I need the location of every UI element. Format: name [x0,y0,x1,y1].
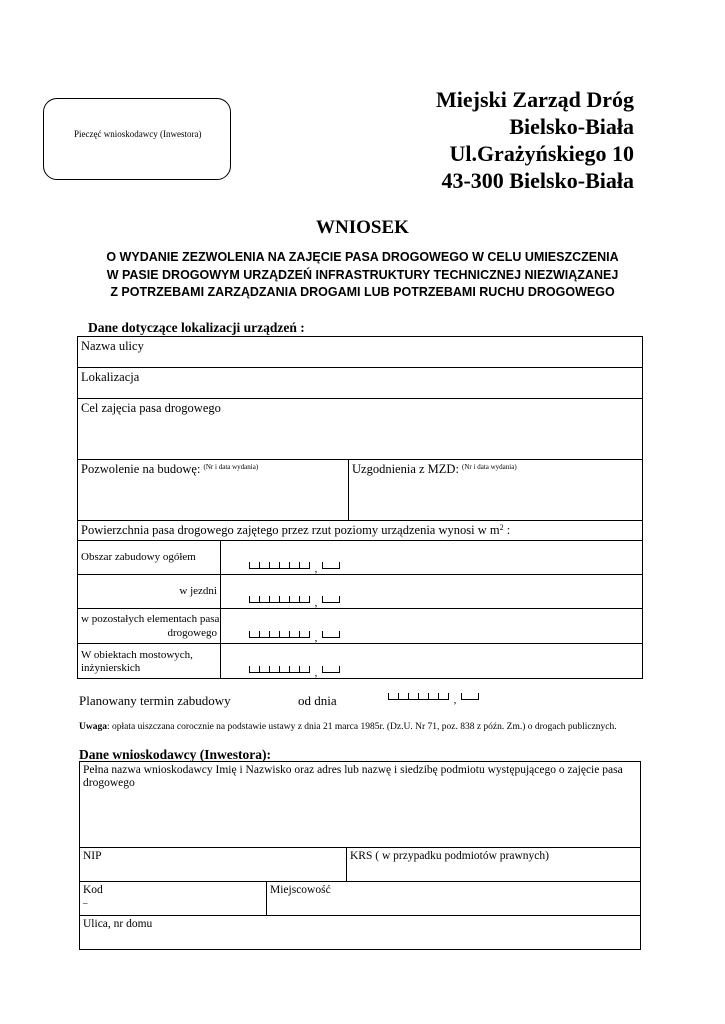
postcode-label: Kod [83,884,103,896]
applicant-fullname-field[interactable] [79,761,641,848]
address-line-3: Ul.Grażyńskiego 10 [449,141,634,166]
location-section-heading: Dane dotyczące lokalizacji urządzeń : [88,320,305,335]
area-bridges-comma: , [314,667,318,679]
area-roadway-digit-boxes[interactable] [249,595,340,609]
area-heading-text: Powierzchnia pasa drogowego zajętego przez rzut poziomy urządzenia wynosi w m [81,523,500,537]
area-row-other-value[interactable] [220,608,643,644]
mzd-agreements-text: Uzgodnienia z MZD: [352,462,459,476]
subtitle-line-3: Z POTRZEBAMI ZARZĄDZANIA DROGAMI LUB POTRZEBAMI RUCHU DROGOWEGO [110,285,615,299]
building-permit-text: Pozwolenie na budowę: [81,462,201,476]
area-row-bridges-label-cell [77,643,221,679]
planned-date-comma: , [453,694,457,706]
area-heading-row [77,520,643,541]
street-name-field[interactable] [77,336,643,368]
area-row-roadway-value[interactable] [220,574,643,609]
krs-label: KRS ( w przypadku podmiotów prawnych) [350,850,549,862]
area-roadway-comma: , [314,597,318,609]
occupancy-purpose-label: Cel zajęcia pasa drogowego [81,401,221,415]
planned-date-from-label: od dnia [298,693,337,708]
krs-field[interactable] [346,847,641,882]
postcode-dash: – [83,898,88,908]
area-row-bridges-label-1: W obiektach mostowych, [81,649,193,661]
planned-date-digit-boxes[interactable] [388,692,479,706]
address-line-1: Miejski Zarząd Dróg [436,87,634,112]
area-row-other-label-cell [77,608,221,644]
area-row-bridges-label-2: inżynierskich [81,662,141,674]
fee-note-text: : opłata uiszczana corocznie na podstawie ustawy z dnia 21 marca 1985r. (Dz.U. Nr 71, poz. 838 z późn. Zm.) o drogach publicznych. [106,722,617,732]
document-subtitle [0,249,725,302]
fee-note-bold: Uwaga [79,722,107,732]
area-heading-label [81,523,510,537]
nip-field[interactable] [79,847,347,882]
area-row-total-label: Obszar zabudowy ogółem [81,551,196,563]
street-address-label: Ulica, nr domu [83,918,153,930]
document-title: WNIOSEK [316,217,409,238]
street-address-field[interactable] [79,915,641,950]
applicant-section-heading: Dane wnioskodawcy (Inwestora): [79,747,271,762]
city-label: Miejscowość [270,884,331,896]
area-total-comma: , [314,563,318,575]
recipient-address [436,86,634,194]
subtitle-line-1: O WYDANIE ZEZWOLENIA NA ZAJĘCIE PASA DROGOWEGO W CELU UMIESZCZENIA [106,250,619,264]
area-bridges-digit-boxes[interactable] [249,665,340,679]
area-unit-superscript: 2 [499,523,504,532]
city-field[interactable] [266,881,641,916]
nip-label: NIP [83,850,102,862]
localization-label: Lokalizacja [81,370,140,384]
area-row-bridges-value[interactable] [220,643,643,679]
applicant-fullname-label: Pełna nazwa wnioskodawcy Imię i Nazwisko oraz adres lub nazwę i siedzibę podmiotu występującego o zajęcie pasa drogowego [83,764,623,789]
postcode-field[interactable] [79,881,267,916]
area-other-comma: , [314,632,318,644]
building-permit-field[interactable] [77,459,349,521]
area-row-total-value[interactable] [220,540,643,575]
mzd-agreements-label [352,462,517,476]
stamp-label: Pieczęć wnioskodawcy (Inwestora) [74,129,202,139]
area-row-roadway-label: w jezdni [179,585,217,597]
occupancy-purpose-field[interactable] [77,398,643,460]
mzd-agreements-field[interactable] [348,459,643,521]
subtitle-line-2: W PASIE DROGOWYM URZĄDZEŃ INFRASTRUKTURY TECHNICZNEJ NIEZWIĄZANEJ [106,267,619,282]
area-row-other-label-2: drogowego [167,627,217,639]
address-line-2: Bielsko-Biała [509,114,634,139]
localization-field[interactable] [77,367,643,399]
area-heading-end: : [503,523,511,537]
building-permit-note: (Nr i data wydania) [203,463,259,471]
address-line-4: 43-300 Bielsko-Biała [441,168,634,193]
applicant-stamp-box [43,98,231,180]
street-name-label: Nazwa ulicy [81,339,144,353]
fee-note [79,722,617,732]
building-permit-label [81,462,258,476]
area-row-roadway-label-cell [77,574,221,609]
area-row-total-label-cell [77,540,221,575]
planned-date-label: Planowany termin zabudowy [79,693,231,708]
area-other-digit-boxes[interactable] [249,630,340,644]
area-row-other-label-1: w pozostałych elementach pasa [81,613,220,625]
area-total-digit-boxes[interactable] [249,561,340,575]
mzd-agreements-note: (Nr i data wydania) [462,463,517,471]
